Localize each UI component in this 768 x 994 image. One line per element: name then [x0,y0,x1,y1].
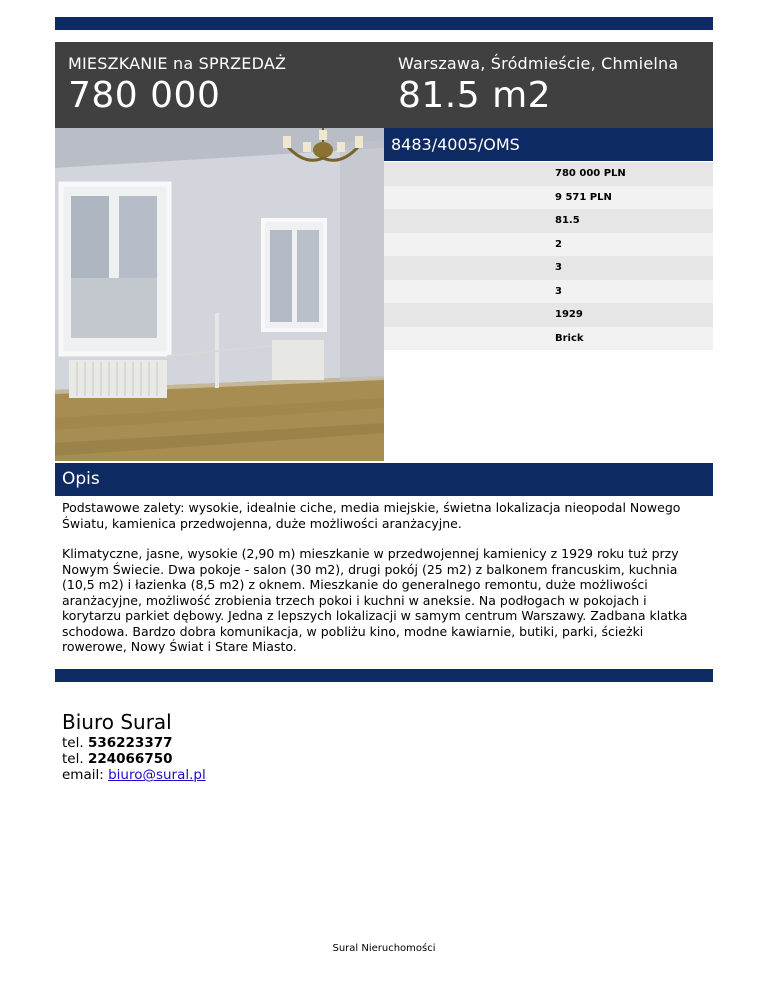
office-name: Biuro Sural [62,710,172,734]
email-line [62,767,206,783]
reference-number: 8483/4005/OMS [384,128,713,161]
property-photo [55,128,384,461]
email-label: email: [62,767,104,783]
email-link[interactable]: biuro@sural.pl [108,767,206,783]
top-accent-bar [55,17,713,30]
tel-label: tel. [62,751,84,767]
spec-floor: 3 [384,256,713,280]
area: 81.5 m2 [398,75,552,116]
specs-table [384,162,713,350]
spec-building-type: Brick [384,327,713,351]
footer-text: Sural Nieruchomości [332,943,436,954]
price: 780 000 [68,75,221,116]
description-paragraph: Klimatyczne, jasne, wysokie (2,90 m) mieszkanie w przedwojennej kamienicy z 1929 roku tuż przy Nowym Świecie. Dwa pokoje - salon (30 m2), drugi pokój (25 m2) z balkonem francuskim, kuchnia (10,5 m2) i łazienka (8,5 m2) z oknem. Mieszkanie do generalnego remontu, duże możliwości aranżacyjne, możliwość zrobienia trzech pokoi i kuchni w aneksie. Na podłogach w pokojach i korytarzu parkiet dębowy. Jedna z lepszych lokalizacji w samym centrum Warszawy. Zadbana klatka schodowa. Bardzo dobra komunikacja, w pobliżu kino, modne kawiarnie, butiki, parki, ścieżki rowerowe, Nowy Świat i Stare Miasto. [62,546,688,654]
bottom-accent-bar [55,669,713,682]
listing-header [55,42,713,128]
phone-line [62,735,206,751]
phone-line [62,751,206,767]
phone-number: 536223377 [87,735,173,751]
description-heading: Opis [55,463,713,496]
listing-type: MIESZKANIE na SPRZEDAŻ [68,54,287,73]
spec-price-per-m2: 9 571 PLN [384,186,713,210]
contact-block [62,710,206,783]
spec-year-built: 1929 [384,303,713,327]
location-block [398,54,678,118]
description-body [62,500,708,670]
spec-floors-total: 3 [384,280,713,304]
spec-rooms: 2 [384,233,713,257]
phone-number: 224066750 [87,751,173,767]
spec-price: 780 000 PLN [384,162,713,186]
location: Warszawa, Śródmieście, Chmielna [398,54,679,73]
spec-area: 81.5 [384,209,713,233]
description-paragraph: Podstawowe zalety: wysokie, idealnie ciche, media miejskie, świetna lokalizacja nieopodal Nowego Światu, kamienica przedwojenna, duże możliwości aranżacyjne. [62,500,681,531]
tel-label: tel. [62,735,84,751]
price-block [68,54,286,118]
